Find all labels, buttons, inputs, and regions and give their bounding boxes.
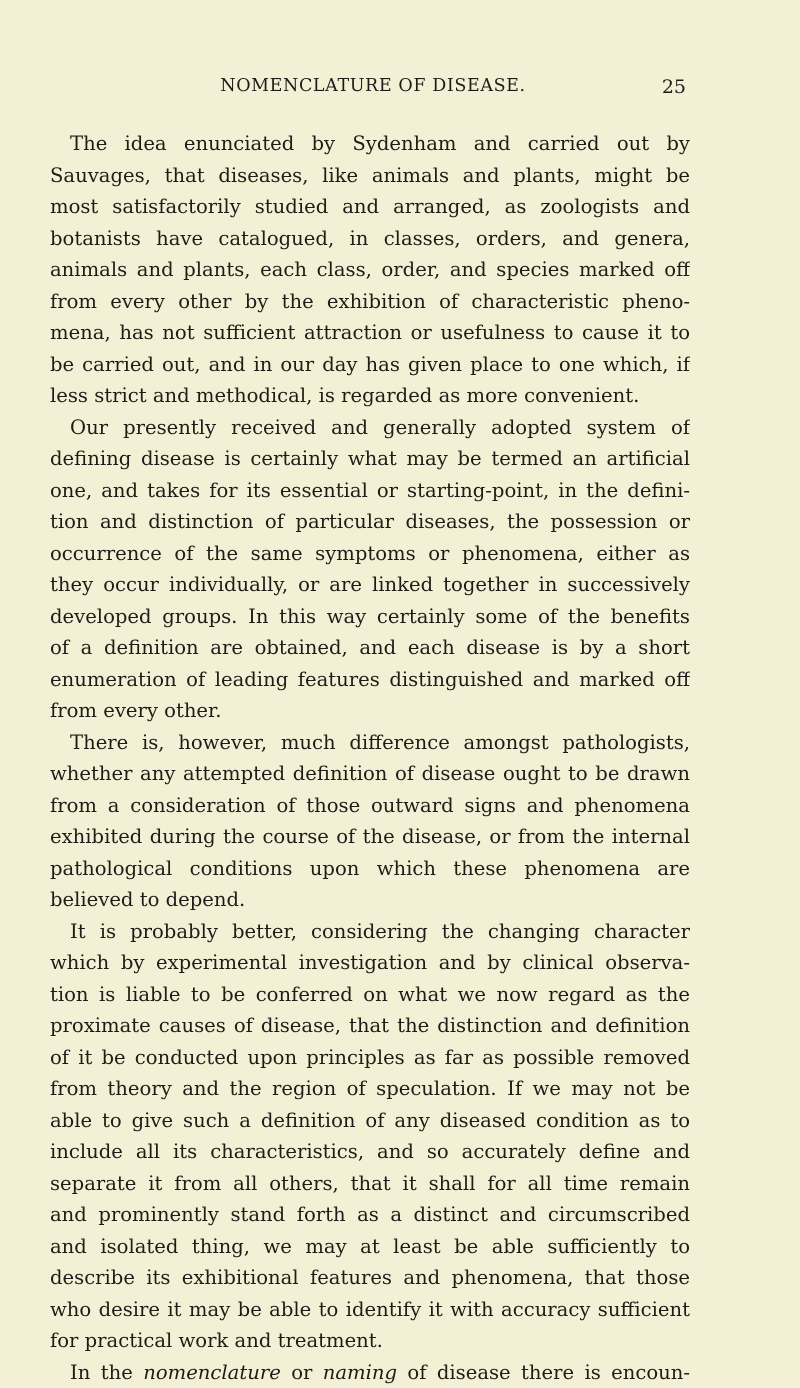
text-line: tion is liable to be conferred on what we now regard as the (50, 979, 690, 1011)
text-line: exhibited during the course of the disease, or from the internal (50, 821, 690, 853)
text-line: from theory and the region of speculation. If we may not be (50, 1073, 690, 1105)
page-number: 25 (662, 76, 686, 98)
text-line: There is, however, much difference amongst pathologists, (50, 727, 690, 759)
text-line: botanists have catalogued, in classes, orders, and genera, (50, 223, 690, 255)
text-line: able to give such a definition of any diseased condition as to (50, 1105, 690, 1137)
text-fragment: In the (70, 1361, 143, 1384)
text-line: of it be conducted upon principles as far as possible removed (50, 1042, 690, 1074)
text-line: from every other by the exhibition of characteristic pheno- (50, 286, 690, 318)
text-line: pathological conditions upon which these phenomena are (50, 853, 690, 885)
text-line: describe its exhibitional features and phenomena, that those (50, 1262, 690, 1294)
text-line: and isolated thing, we may at least be able sufficiently to (50, 1231, 690, 1263)
text-line: whether any attempted definition of disease ought to be drawn (50, 758, 690, 790)
text-line: be carried out, and in our day has given place to one which, if (50, 349, 690, 381)
text-line: tion and distinction of particular diseases, the possession or (50, 506, 690, 538)
running-head (60, 76, 686, 106)
text-line: separate it from all others, that it shall for all time remain (50, 1168, 690, 1200)
text-line: animals and plants, each class, order, and species marked off (50, 254, 690, 286)
text-line: proximate causes of disease, that the distinction and definition (50, 1010, 690, 1042)
italic-term-naming: naming (323, 1361, 397, 1384)
text-line: It is probably better, considering the changing character (50, 916, 690, 948)
body-text (50, 128, 690, 1388)
running-title: NOMENCLATURE OF DISEASE. (60, 76, 686, 96)
text-line: they occur individually, or are linked together in successively (50, 569, 690, 601)
text-line: Our presently received and generally adopted system of (50, 412, 690, 444)
text-line: enumeration of leading features distinguished and marked off (50, 664, 690, 696)
text-line: who desire it may be able to identify it with accuracy sufficient (50, 1294, 690, 1326)
text-line: for practical work and treatment. (50, 1325, 690, 1357)
text-line: The idea enunciated by Sydenham and carried out by (50, 128, 690, 160)
text-fragment: or (281, 1361, 323, 1384)
text-line: most satisfactorily studied and arranged, as zoologists and (50, 191, 690, 223)
text-line: of a definition are obtained, and each disease is by a short (50, 632, 690, 664)
text-line: include all its characteristics, and so accurately define and (50, 1136, 690, 1168)
text-line: mena, has not sufficient attraction or usefulness to cause it to (50, 317, 690, 349)
text-line-final (50, 1357, 690, 1388)
text-line: occurrence of the same symptoms or phenomena, either as (50, 538, 690, 570)
text-line: which by experimental investigation and by clinical observa- (50, 947, 690, 979)
text-line: from a consideration of those outward signs and phenomena (50, 790, 690, 822)
text-line: and prominently stand forth as a distinct and circumscribed (50, 1199, 690, 1231)
text-line: Sauvages, that diseases, like animals and plants, might be (50, 160, 690, 192)
italic-term-nomenclature: nomenclature (143, 1361, 281, 1384)
text-line: defining disease is certainly what may be termed an artificial (50, 443, 690, 475)
text-line: one, and takes for its essential or starting-point, in the defini- (50, 475, 690, 507)
text-line: believed to depend. (50, 884, 690, 916)
text-line: developed groups. In this way certainly some of the benefits (50, 601, 690, 633)
text-line: from every other. (50, 695, 690, 727)
text-fragment: of disease there is encoun- (397, 1361, 690, 1384)
text-line: less strict and methodical, is regarded as more convenient. (50, 380, 690, 412)
